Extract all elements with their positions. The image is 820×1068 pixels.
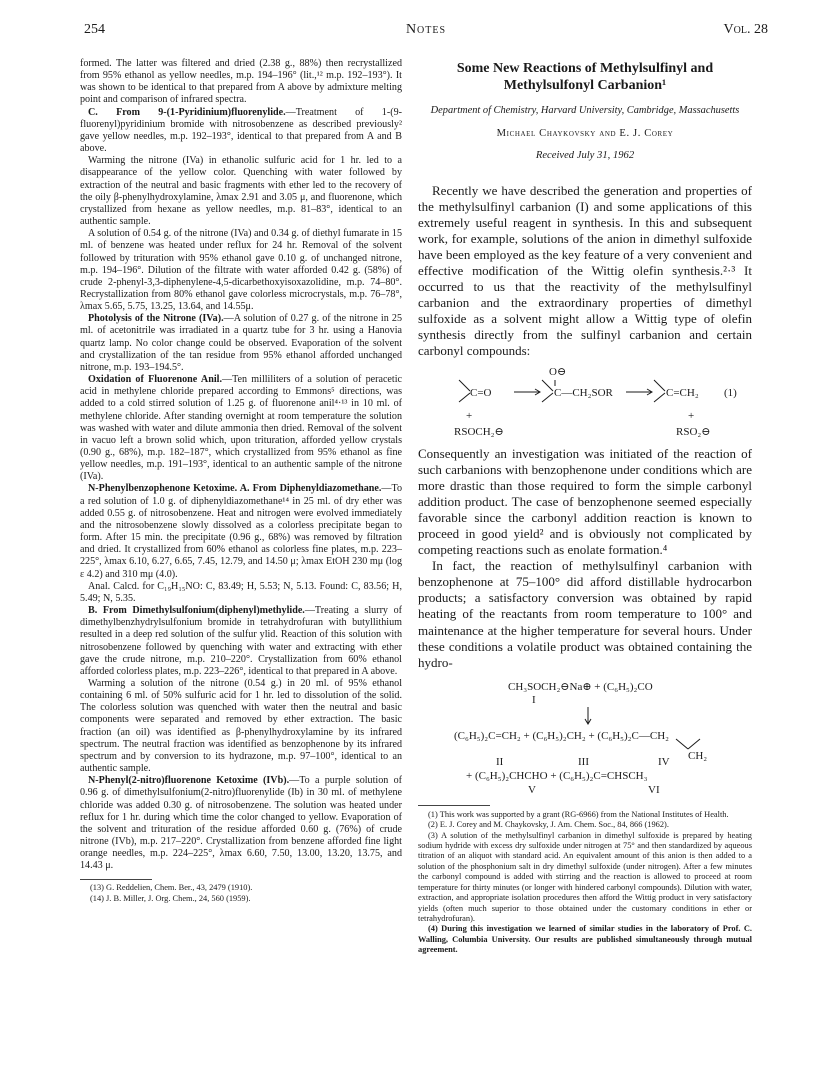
reaction-scheme-1 [418,360,752,446]
affiliation: Department of Chemistry, Harvard University, Cambridge, Massachusetts [430,105,740,116]
compound-label: VI [648,783,660,796]
section-name: Notes [405,22,447,37]
equation-number: (1) [724,386,737,399]
page-header [84,22,768,42]
paragraph-heading: N-Phenyl(2-nitro)fluorenone Ketoxime (IVb). [88,775,290,787]
footnotes [418,810,752,956]
paragraph: Warming the nitrone (IVa) in ethanolic sulfuric acid for 1 hr. led to a disappearance of the yellow color. Quenching with water followed by extraction of the neutral and basic fragments with ether led to the recovery of the oily β-phenylhydroxylamine, λmax 2.91 and 3.05 μ, and fluorenone, which crystallized from hexane as yellow needles, m.p. 81–83°, identical to an authentic sample. [80,155,402,228]
compound-label: IV [658,755,670,768]
adduct-label: C—CH₂SOR [554,386,613,399]
paragraph [80,775,402,872]
footnote-rule [418,805,490,806]
plus-sign: + [466,409,473,422]
paragraph-heading: C. From 9-(1-Pyridinium)fluorenylide. [88,106,286,118]
reaction-scheme-2 [418,677,752,797]
footnote: (3) A solution of the methylsulfinyl carbanion in dimethyl sulfoxide is prepared by heating sodium hydride with excess dry sulfoxide under nitrogen at 75° and then standardized by aqueous titration of an aliquot with standard acid. An equivalent amount of this anion is then added to a solution of the phosphonium salt in dry dimethyl sulfoxide (under nitrogen). After a few minutes the carbonyl compound is added with stirring and the reaction is allowed to proceed at room temperature for thirty minutes (or longer with hindered carbonyl compounds). Dilution with water, extraction, and appropriate isolation procedures then afford the Wittig product in very satisfactory yields (often much superior to those obtained under the customary conditions in ether or tetrahydrofuran). [418,830,752,923]
page-number: 254 [84,22,105,37]
footnote: (1) This work was supported by a grant (RG-6966) from the National Institutes of Health. [428,809,729,819]
paragraph [80,313,402,374]
oxide-label: O⊖ [549,365,567,378]
compound-label: V [528,783,536,796]
paragraph-heading: Oxidation of Fluorenone Anil. [88,374,222,386]
paragraph-heading: B. From Dimethylsulfonium(diphenyl)methylide. [88,605,305,617]
paragraph [80,483,402,580]
paragraph [80,605,402,678]
left-column [80,58,402,1048]
paragraph [80,374,402,483]
paragraph-heading: Photolysis of the Nitrone (IVa). [88,313,224,325]
plus-sign: + [688,409,695,422]
reactants: CH₃SOCH₂⊖Na⊕ + (C₆H₅)₂CO [508,680,653,693]
paragraph: In fact, the reaction of methylsulfinyl carbanion with benzophenone at 75–100° did afford distillable hydrocarbon products; a satisfactory conversion was obtained by rapid heating of the reactants from room temperature to 100° and maintenance at the higher temperature for several hours. Under these conditions a volatile product was obtained containing the hydro- [418,558,752,670]
compound-label: III [578,755,589,768]
authors: Michael Chaykovsky and E. J. Corey [496,127,674,139]
compound-label: II [496,755,504,768]
paragraph: Warming a solution of the nitrone (0.54 g.) in 20 ml. of 95% ethanol containing 6 ml. of 50% sulfuric acid for 1 hr. led to dissolution of the solid. The colorless solution was quenched with water then the neutral and basic components were separated and removed by ether extraction. The basic fraction (an oil) was identified as β-phenylhydroxylamine by its infrared spectrum. The neutral fraction was identified as benzophenone by its infrared spectrum and by conversion to its hydrazone, m.p. 97–100°, identical to an authentic sample. [80,677,402,775]
byproduct-label: RSO₂⊖ [676,425,711,438]
products-line: (C₆H₅)₂C=CH₂ + (C₆H₅)₂CH₂ + (C₆H₅)₂C—CH₂ [454,729,669,742]
left-references [80,883,402,904]
volume-label: Vol. 28 [723,22,768,37]
received-date: Received July 31, 1962 [535,149,635,161]
paragraph-body: —A solution of 0.27 g. of the nitrone in 25 ml. of acetonitrile was irradiated in a quartz tube for 3 hr. using a Hanovia quartz lamp. No color change could be observed. Evaporation of the solvent and crystallization of the tan residue from 95% ethanol afforded unchanged nitrone, m.p. 193–194.5°. [80,313,402,373]
ring-ch2: CH₂ [688,749,708,762]
article-title [418,60,752,94]
paragraph: A solution of 0.54 g. of the nitrone (IVa) and 0.34 g. of diethyl fumarate in 15 ml. of benzene was heated under reflux for 24 hr. Removal of the solvent followed by trituration with 95% ethanol gave 0.10 g. of unchanged nitrone, m.p. 194–196°. Dilution of the filtrate with water afforded 0.42 g. (58%) of crude 2-phenyl-3,3-diphenylene-4,5-dicarbethoxyisoxazolidine, m.p. 74–80°. Recrystallization from 80% ethanol gave colorless microcrystals, m.p. 76–78°, λmax 5.65, 5.75, 13.25, 13.64, and 14.55μ. [80,228,402,313]
paragraph-body: —Ten milliliters of a solution of peracetic acid in methylene chloride prepared according to Emmons⁵ directions, was added to a cold stirred solution of 1.25 g. of fluorenone anil⁴·¹³ in 10 ml. of methylene chloride. After standing overnight at room temperature the solution was washed with water and dilute ammonia then dried. Removal of the solvent in vacuo left a brown solid which, upon trituration, afforded yellow crystals (0.90 g., 68%), m.p. 182–187°, which crystallized from 95% ethanol as fine yellow needles, m.p. 191–193°, identical to an authentic sample of the nitrone (IVa). [80,374,402,483]
paragraph-heading: N-Phenylbenzophenone Ketoxime. A. From Diphenyldiazomethane. [88,483,382,495]
footnote: (4) During this investigation we learned of similar studies in the laboratory of Prof. C. Walling, Columbia University. Our results are published simultaneously through mutual agreement. [418,924,752,955]
products-line-2: + (C₆H₅)₂CHCHO + (C₆H₅)₂C=CHSCH₃ [466,769,648,782]
paragraph-body: —Treatment of 1-(9-fluorenyl)pyridinium bromide with nitrosobenzene as described previously² gave yellow needles, m.p. 192–193°, identical to that prepared from A and B above. [80,106,402,155]
paragraph: Recently we have described the generation and properties of the methylsulfinyl carbanion (I) and some applications of this extremely useful reagent in synthesis. In this and subsequent work, for example, solutions of the anion in dimethyl sulfoxide have been employed as the key feature of a very convenient and effective modification of the Wittig olefin synthesis.²·³ It occurred to us that the reactivity of the methylsulfinyl carbanion and the extraordinary properties of dimethyl sulfoxide as a solvent might allow a Wittig type of olefin synthesis directly from the sulfinyl carbanion and certain carbonyl compounds: [418,182,752,359]
paragraph: Consequently an investigation was initiated of the reaction of such carbanions with benzophenone under conditions which are more drastic than those required to form the simple carbonyl addition product. The case of benzophenone seemed especially favorable since the carbonyl addition reaction is known to proceed in good yield² and is obviously not complicated by competing reactions such as enolate formation.⁴ [418,445,752,558]
title-line: Methylsulfonyl Carbanion¹ [503,78,667,93]
right-column [418,58,752,1048]
paragraph-body: —To a purple solution of 0.96 g. of dimethylsulfonium(2-nitro)fluorenylide (Ib) in 30 ml. of methylene chloride was added 0.30 g. of nitrosobenzene. The solution was heated under reflux for 1 hr. during which time the color changed to yellow. Evaporation of the solvent and trituration of the residue afforded 0.60 g. (76%) of crude nitrone (IVb), m.p. 217–220°. Crystallization from benzene afforded fine light orange needles, m.p. 224–225°, λmax 6.60, 7.50, 13.00, 13.20, 13.75, and 14.43 μ. [80,775,402,872]
reference: (14) J. B. Miller, J. Org. Chem., 24, 560 (1959). [90,893,251,903]
title-line: Some New Reactions of Methylsulfinyl and [456,61,714,76]
footnote: (2) E. J. Corey and M. Chaykovsky, J. Am. Chem. Soc., 84, 866 (1962). [428,820,669,830]
paragraph-body: —To a red solution of 1.0 g. of diphenyldiazomethane¹⁴ in 25 ml. of dry ether was added 0.55 g. of nitrosobenzene. Heat and nitrogen were evolved immediately and the nitrosobenzene slowly dissolved as a colorless precipitate began to form. After 15 min. the precipitate (0.96 g., 68%) was removed by filtration and dried. It crystallized from 60% ethanol as colorless fine plates, m.p. 223–225°, λmax 6.10, 6.27, 6.65, 7.45, 12.79, and 14.50 μ; λmax EtOH 230 mμ (log ε 4.2) and 310 mμ (4.0). [80,483,402,580]
compound-label: I [532,693,536,706]
paragraph: Anal. Calcd. for C₁₉H₁₅NO: C, 83.49; H, 5.53; N, 5.13. Found: C, 83.56; H, 5.49; N, 5.35. [80,580,402,604]
reference: (13) G. Reddelien, Chem. Ber., 43, 2479 (1910). [90,883,253,893]
carbonyl-label: C=O [470,386,492,399]
paragraph: formed. The latter was filtered and dried (2.38 g., 88%) then recrystallized from 95% ethanol as yellow needles, m.p. 194–196° (lit.,¹² m.p. 192–193°). It was shown to be identical to that prepared from A above by admixture melting point and comparison of infrared spectra. [80,58,402,106]
paragraph [80,107,402,156]
paragraph-body: —Treating a slurry of dimethylbenzhydrylsulfonium bromide in tetrahydrofuran with butyllithium resulted in a deep red solution of the sulfur ylid. Reaction of this solution with nitrosobenzene followed by quenching with water and extracting with ether gave the crude nitrone, m.p. 210–220°. Crystallization from 60% ethanol afforded colorless plates, m.p. 223–226°, identical to that prepared in A above. [80,605,402,677]
olefin-label: C=CH₂ [666,386,699,399]
article-body [418,183,752,797]
reagent-label: RSOCH₂⊖ [454,425,504,438]
